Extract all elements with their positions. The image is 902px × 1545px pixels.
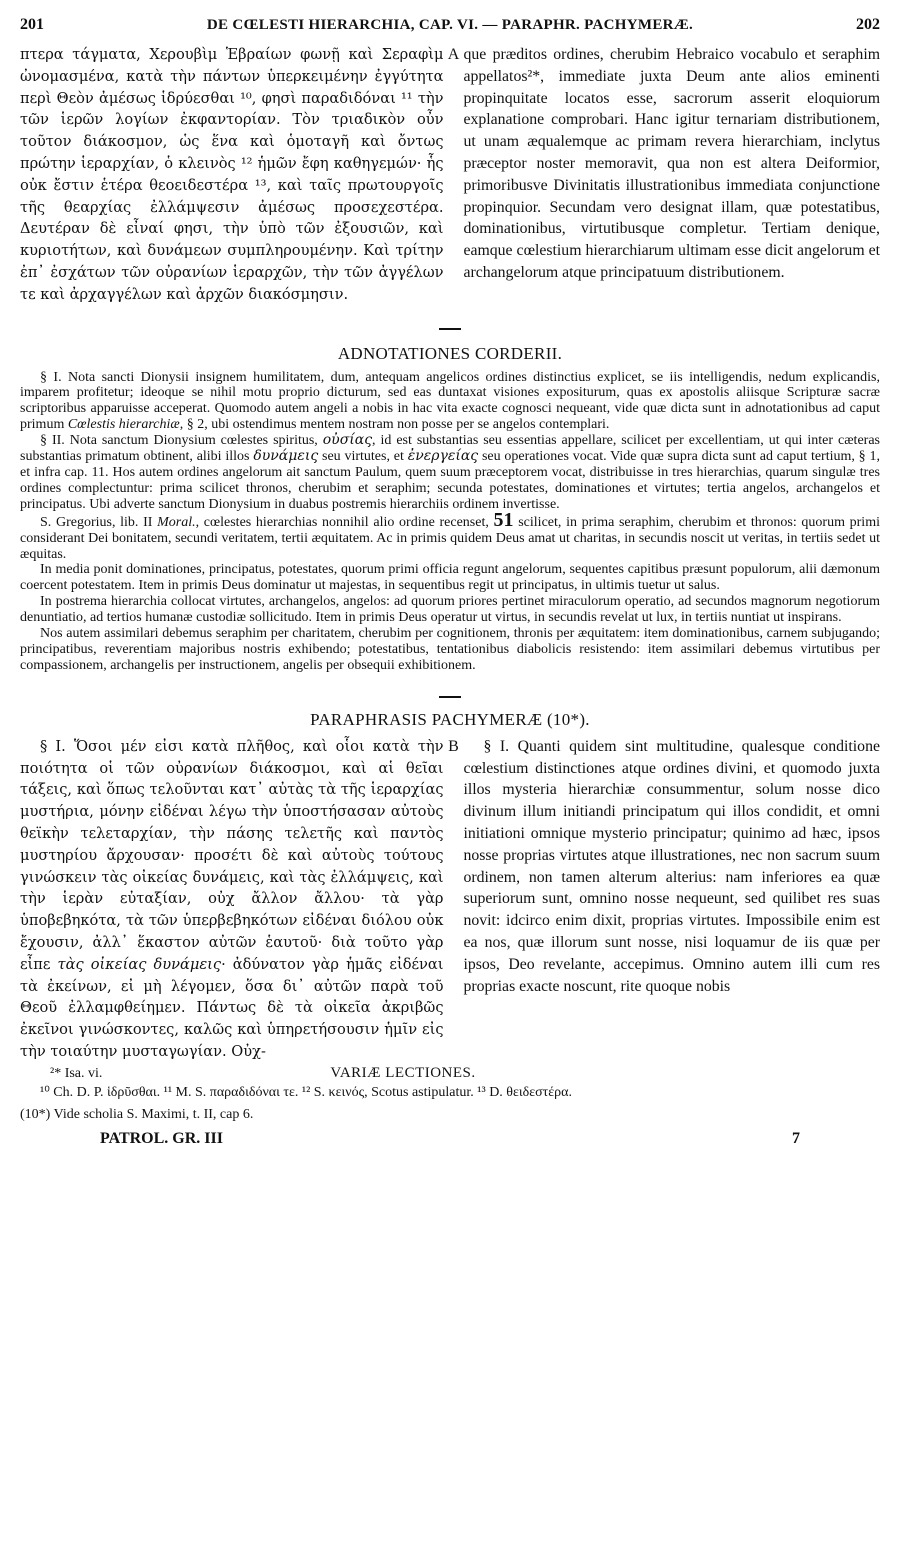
paraphrasis-columns: [20, 736, 880, 1063]
annotation-paragraph-5: In postrema hierarchia collocat virtutes, archangelos, angelos: ad quorum priores pertinet miraculorum operatio, ad secundos magnorum negotiorum denuntiatio, ad tertios humanæ custodiæ sollicitudo. Item in primis Deus operatur ut virtus, in secundis revelat ut lux, in tertiis nuntiat ut inspirans.: [20, 594, 880, 626]
running-header: [20, 16, 880, 42]
top-latin-column: [463, 44, 880, 306]
scripture-reference: ²* Isa. vi.: [50, 1065, 103, 1081]
top-latin-text: que præditos ordines, cherubim Hebraico vocabulo et seraphim appellatos²*, immediate juxta Deum ante alios eminenti propinquitate locatos esse, sacrorum asserit eloquiorum explanatione comprobari. Hanc igitur ternariam distributionem, ut unam æqualemque ac primam revera hierarchiam, inclytus præceptor noster memoravit, qua non est altera Deiformior, primoribusve Divinitatis illustrationibus immediata conjunctione propinquior. Secundam vero designat illam, quæ potestatibus, dominationibus, virtutibusque completur. Tertiam denique, eamque cœlestium hierarchiarum ultimam esse dicit angelorum et archangelorum atque principatuum distributionem.: [463, 46, 880, 281]
annotation-paragraph-4: In media ponit dominationes, principatus, potestates, quorum primi officia regunt angelorum, sequentes capitibus præsunt populorum, alii dæmonum coercent potestatem. Item in primis Deus dominatur ut majestas, in sequentibus regit ut principatus, in ultimis tuetur ut salus.: [20, 562, 880, 594]
paraphrasis-latin-column: [463, 736, 880, 1063]
column-marker-a: A: [447, 46, 460, 63]
top-greek-text: πτερα τάγματα, Χερουβὶμ Ἑβραίων φωνῇ καὶ Σεραφὶμ ὠνομασμένα, κατὰ τὴν πάντων ὑπερκειμένην ἐγγύτητα περὶ Θεὸν ἀμέσως ἱδρύεσθαι ¹⁰, φησὶ παραδιδόναι ¹¹ τὴν τῶν ἱερῶν λογίων ἐκφαντορίαν. Τὸν τριαδικὸν οὖν τοῦτον διάκοσμον, ὡς ἕνα καὶ ὁμοταγῆ καὶ ὄντως πρώτην ἱεραρχίαν, ὁ κλεινὸς ¹² ἡμῶν ἔφη καθηγεμών· ἧς οὐκ ἔστιν ἑτέρα θεοειδεστέρα ¹³, καὶ ταῖς πρωτουργοῖς τῆς θεαρχίας ἐλλάμψεσιν ἀμέσως προσεχεστέρα. Δευτέραν δὲ εἶναί φησι, τὴν ὑπὸ τῶν ἐξουσιῶν, καὶ κυριοτήτων, καὶ δυνάμεων συμπληρουμένην. Καὶ τρίτην ἐπ᾽ ἐσχάτων τῶν οὐρανίων ἱεραρχῶν, τὴν τῶν ἀγγέλων τε καὶ ἀρχαγγέλων καὶ ἀρχῶν διακόσμησιν.: [20, 46, 444, 303]
paraphrasis-greek-column: [20, 736, 444, 1063]
variant-readings: ¹⁰ Ch. D. P. ἱδρῦσθαι. ¹¹ M. S. παραδιδόναι τε. ¹² S. κεινός, Scotus astipulatur. ¹³ D. θειδεστέρα.: [40, 1084, 572, 1100]
divider-rule-2: [439, 696, 461, 698]
column-marker-b: B: [448, 737, 459, 755]
footnote-10: (10*) Vide scholia S. Maximi, t. II, cap 6.: [20, 1106, 254, 1122]
annotation-paragraph-3: S. Gregorius, lib. II Moral., cœlestes hierarchias nonnihil alio ordine recenset, 51 scilicet, in prima seraphim, cherubim et thronos: quorum primi considerant Dei bonitatem, secundi veritatem, tertii æquitatem. Ac in primis quidem Deus amat ut charitas, in secundis noscit ut veritas, in tertiis sedet ut æquitas.: [20, 508, 880, 562]
annotation-paragraph-2: § II. Nota sanctum Dionysium cœlestes spiritus, οὐσίας, id est substantias seu essentias appellare, scilicet per excellentiam, ut qui inter cæteras substantias primatum obtinent, alibi illos δυνάμεις seu virtutes, et ἐνεργείας seu operationes vocat. Vide quæ supra dicta sunt ad caput tertium, § 1, et infra cap. 11. Hos autem ordines angelorum ait sanctum Paulum, quem suum præceptorem vocat, distribuisse in tres hierarchias, quarum singulæ tres ordines complectuntur: prima scilicet thronos, cherubim et seraphim; secunda potestates, dominationes et virtutes; tertia angelos, archangelos et principatus. Ubi adverte sanctum Dionysium in duabus postremis hierarchiis ordinem invertisse.: [20, 432, 880, 512]
patrologia-signature: PATROL. GR. III: [100, 1129, 223, 1147]
top-greek-column: [20, 44, 444, 306]
paraphrasis-title: PARAPHRASIS PACHYMERÆ (10*).: [310, 709, 590, 729]
annotation-paragraph-6: Nos autem assimilari debemus seraphim per charitatem, cherubim per cognitionem, thronis per æquitatem: item dominationibus, carnem subjugando; principatibus, reverentiam majoribus nostris exhibendo; potestatibus, tentationibus diabolicis resistendo: item assimilari debemus virtutibus per compassionem, archangelis per instructionem, angelis per obsequii exhibitionem.: [20, 626, 880, 673]
running-title: DE CŒLESTI HIERARCHIA, CAP. VI. — PARAPHR. PACHYMERÆ.: [206, 17, 694, 33]
left-page-number: 201: [20, 16, 44, 33]
top-columns: [20, 44, 880, 306]
right-page-number: 202: [856, 16, 880, 33]
annotations-body: [20, 370, 880, 674]
paraphrasis-latin-text: § I. Quanti quidem sint multitudine, qualesque conditione cœlestium distinctiones atque ordines divini, et quomodo juxta illos mysteria hierarchiæ consummentur, solum nosse dico divinum illum initiandi principatum qui illos condidit, et omni initiationi omnique mysterio principatur; quinimo ad hæc, ipsos nosse proprias virtutes atque illustrationes, nec non sacrum suum ordinem, non tamen alterum alterius: nam inferiores ea quæ superiorum sunt, omnino nosse nequeunt, sed quilibet res suas novit: idcirco enim dixit, proprias virtutes. Impossibile enim est ea nos, quæ illorum sunt nosse, nisi loquamur de iis quæ per ipsos, Deo revelante, accepimus. Omnino autem illi cum res proprias exacte noscunt, rite quoque nobis: [463, 737, 880, 995]
annotations-title: ADNOTATIONES CORDERII.: [337, 343, 563, 363]
variae-lectiones-title: VARIÆ LECTIONES.: [330, 1064, 476, 1081]
page-footer: [20, 1130, 880, 1148]
column-number-51: 51: [493, 508, 514, 531]
annotation-paragraph-1: § I. Nota sancti Dionysii insignem humilitatem, dum, antequam angelicos ordines distinctius explicet, se iis intelligendis, nedum explicandis, imparem profitetur; ideoque se nihil motu proprio dicturum, sed eas duntaxat visiones expositurum, quas ex apostolis aliisque Scripturæ sacræ scriptoribus apparuisse acceperat. Quomodo autem angeli a nobis in hac vita exacte cognosci nequeant, vide quæ dicta sunt in adnotationibus ad caput primum Cœlestis hierarchiæ, § 2, ubi ostendimus mentem nostram non posse per se angelos contemplari.: [20, 369, 880, 433]
gathering-signature: 7: [792, 1129, 800, 1147]
paraphrasis-greek-text: § I. Ὅσοι μέν εἰσι κατὰ πλῆθος, καὶ οἷοι κατὰ τὴν ποιότητα οἱ τῶν οὐρανίων διάκοσμοι, καὶ αἱ θεῖαι τάξεις, καὶ ὅπως τελοῦνται κατ᾽ αὐτὰς τὰ τῆς ἱεραρχίας μυστήρια, μόνην εἰδέναι λέγω τὴν ὑποστήσασαν αὐτοὺς θεϊκὴν τελεταρχίαν, τὴν πάσης τελετῆς καὶ παντὸς μυστηρίου ἄρχουσαν· προσέτι δὲ καὶ αὐτοὺς τούτους γινώσκειν τὰς οἰκείας δυνάμεις, καὶ τὰς ἐλλάμψεις, καὶ τὴν ἱερὰν εὐταξίαν, οὐχ ἄλλον ἄλλου· τὰ γὰρ ὑποβεβηκότα, τὰ τῶν ὑπερβεβηκότων εἰδέναι διόλου οὐκ ἔχουσιν, ἀλλ᾽ ἕκαστον αὐτῶν ἑαυτοῦ· διὰ τοῦτο γὰρ εἶπε τὰς οἰκείας δυνάμεις· ἀδύνατον γὰρ ἡμᾶς εἰδέναι τὰ ἐκείνων, εἰ μὴ λέγομεν, ὅσα δι᾽ αὐτῶν παρὰ τοῦ Θεοῦ ἐλλαμφθείημεν. Πάντως δὲ τὰ οἰκεῖα ἀκριβῶς ἐκεῖνοι γινώσκοντες, καλῶς καὶ ὑπηρετήσουσιν ἡμῖν εἰς τὴν τοιαύτην μυσταγωγίαν. Οὐχ-: [20, 737, 444, 1060]
divider-rule: [439, 328, 461, 330]
footnote-row: [20, 1065, 880, 1082]
